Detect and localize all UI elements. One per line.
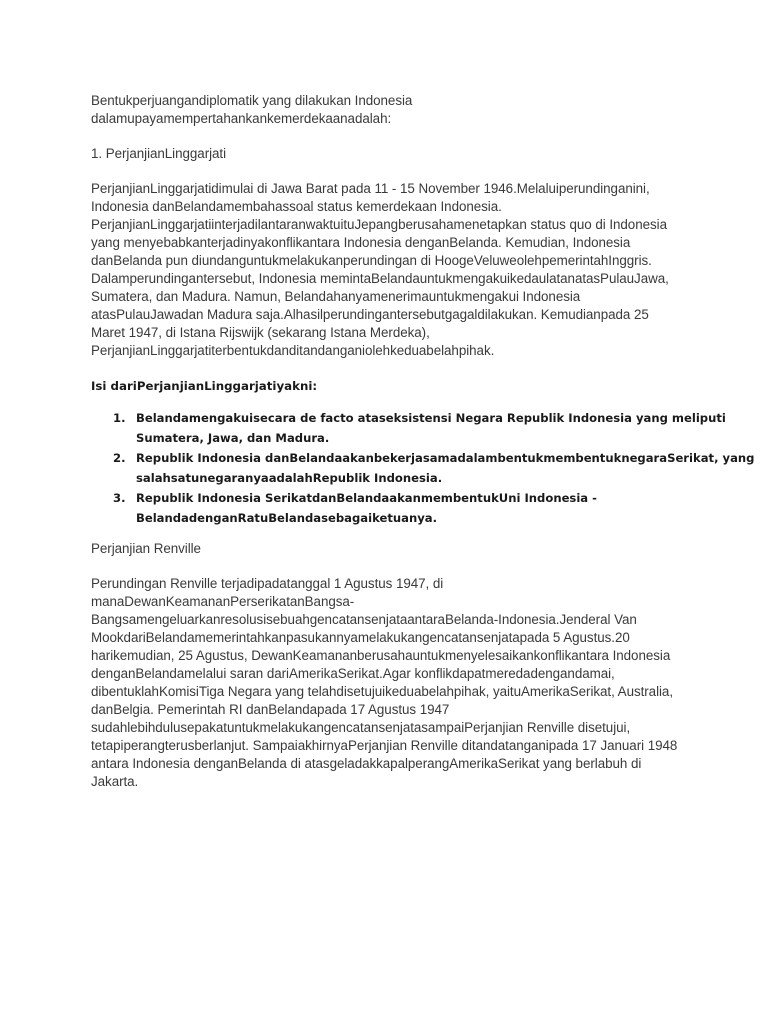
list-number: 1. [113,411,126,425]
body-line: atasPulauJawadan Madura saja.Alhasilperundingantersebutgagaldilakukan. Kemudianpada 25 [91,307,649,322]
list-number: 3. [113,491,126,505]
body-line: danBelgia. Pemerintah RI danBelandapada 17 Agustus 1947 [91,702,450,717]
body-line: sudahlebihdulusepakatuntukmelakukangencatansenjatasampaiPerjanjian Renville disetujui, [91,720,631,735]
body-line: BangsamengeluarkanresolusisebuahgencatansenjataantaraBelanda-Indonesia.Jenderal Van [91,612,637,627]
list-line: Republik Indonesia danBelandaakanbekerjasamadalambentukmembentuknegaraSerikat, yang [136,451,755,465]
body-line: tetapiperangterusberlanjut. SampaiakhirnyaPerjanjian Renville ditandatanganipada 17 Januari 1948 [91,738,678,753]
list-line: salahsatunegaranyaadalahRepublik Indonesia. [136,471,443,485]
body-line: Sumatera, dan Madura. Namun, Belandahanyamenerimauntukmengakui Indonesia [91,289,581,304]
intro-paragraph [91,92,686,128]
body-line: Jakarta. [91,774,139,789]
section2-heading: Perjanjian Renville [91,541,201,556]
body-line: danBelanda pun diundanguntukmelakukanperundingan di HoogeVeluweolehpemerintahInggris. [91,253,652,268]
body-line: PerjanjianLinggarjatidimulai di Jawa Barat pada 11 - 15 November 1946.Melaluiperundinganini, [91,181,650,196]
section1-heading: 1. PerjanjianLinggarjati [91,146,227,161]
body-line: Dalamperundingantersebut, Indonesia memintaBelandauntukmengakuikedaulatanatasPulauJawa, [91,271,669,286]
body-line: antara Indonesia denganBelanda di atasgeladakkapalperangAmerikaSerikat yang berlabuh di [91,756,642,771]
intro-line: dalamupayamempertahankankemerdekaanadalah: [91,111,392,126]
isi-list [91,408,755,528]
body-line: yang menyebabkanterjadinyakonflikantara Indonesia denganBelanda. Kemudian, Indonesia [91,235,631,250]
list-item [91,488,686,528]
section2-body [91,575,686,791]
body-line: harikemudian, 25 Agustus, DewanKeamananberusahauntukmenyelesaikankonflikantara Indonesia [91,648,671,663]
isi-heading: Isi dariPerjanjianLinggarjatiyakni: [91,379,318,393]
body-line: PerjanjianLinggarjatiterbentukdanditandanganiolehkeduabelahpihak. [91,343,495,358]
list-item [91,408,726,448]
body-line: Indonesia danBelandamembahassoal status kemerdekaan Indonesia. [91,199,502,214]
list-number: 2. [113,451,126,465]
list-line: Republik Indonesia SerikatdanBelandaakanmembentukUni Indonesia - [136,491,597,505]
body-line: PerjanjianLinggarjatiinterjadilantaranwaktuituJepangberusahamenetapkan status quo di Indonesia [91,217,667,232]
list-line: BelandadenganRatuBelandasebagaiketuanya. [136,511,437,525]
section1-body [91,180,686,360]
body-line: denganBelandamelalui saran dariAmerikaSerikat.Agar konflikdapatmeredadengandamai, [91,666,615,681]
list-item [91,448,755,488]
list-line: Sumatera, Jawa, dan Madura. [136,431,330,445]
body-line: Perundingan Renville terjadipadatanggal 1 Agustus 1947, di [91,576,444,591]
body-line: MookdariBelandamemerintahkanpasukannyamelakukangencatansenjatapada 5 Agustus.20 [91,630,630,645]
list-line: Belandamengakuisecara de facto ataseksistensi Negara Republik Indonesia yang meliputi [136,411,726,425]
body-line: dibentuklahKomisiTiga Negara yang telahdisetujuikeduabelahpihak, yaituAmerikaSerikat, Australia, [91,684,674,699]
body-line: manaDewanKeamananPerserikatanBangsa- [91,594,355,609]
intro-line: Bentukperjuangandiplomatik yang dilakukan Indonesia [91,93,413,108]
body-line: Maret 1947, di Istana Rijswijk (sekarang Istana Merdeka), [91,325,430,340]
